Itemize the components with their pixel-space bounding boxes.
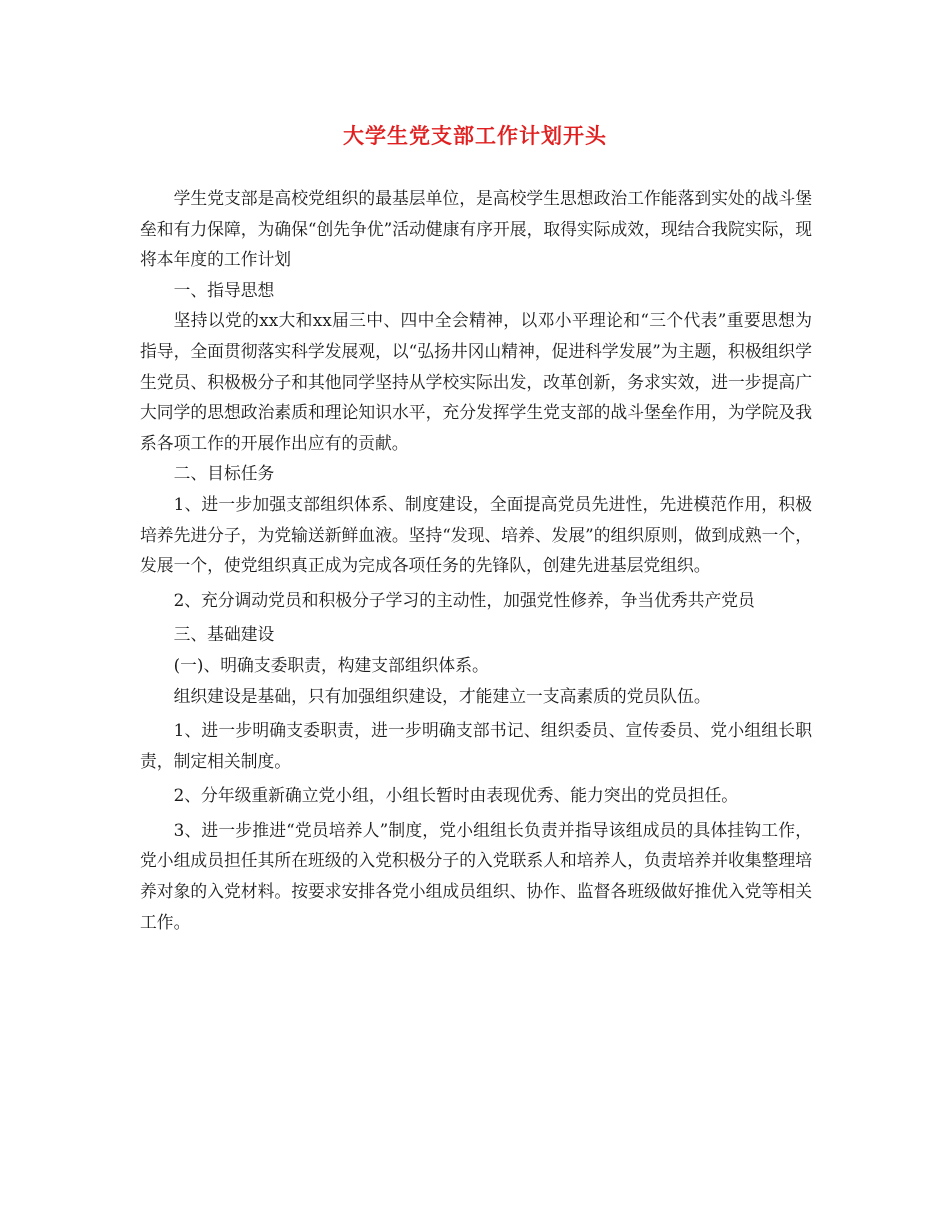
document-title: 大学生党支部工作计划开头 (343, 123, 607, 148)
paragraph-guiding-ideology: 坚持以党的xx大和xx届三中、四中全会精神，以邓小平理论和“三个代表”重要思想为指导，全面贯彻落实科学发展观，以“弘扬井冈山精神，促进科学发展”为主题，积极组织学生党员、积极极分子和其他同学坚持从学校实际出发，改革创新，务求实效，进一步提高广大同学的思想政治素质和理论知识水平，充分发挥学生党支部的战斗堡垒作用，为学院及我系各项工作的开展作出应有的贡献。 (140, 310, 812, 453)
paragraph-goal-1: 1、进一步加强支部组织体系、制度建设，全面提高党员先进性，先进模范作用，积极培养先进分子，为党输送新鲜血液。坚持“发现、培养、发展”的组织原则，做到成熟一个，发展一个，使党组织真正成为完成各项任务的先锋队，创建先进基层党组织。 (140, 493, 812, 576)
heading-guiding-ideology: 一、指导思想 (173, 279, 275, 300)
paragraph-item-2: 2、分年级重新确立党小组，小组长暂时由表现优秀、能力突出的党员担任。 (173, 785, 739, 806)
paragraph-organization-basis: 组织建设是基础，只有加强组织建设，才能建立一支高素质的党员队伍。 (173, 685, 711, 706)
document-body (140, 183, 812, 937)
heading-goals-tasks: 二、目标任务 (173, 463, 275, 484)
paragraph-item-1: 1、进一步明确支委职责，进一步明确支部书记、组织委员、宣传委员、党小组组长职责，制定相关制度。 (140, 720, 812, 771)
paragraph-item-3: 3、进一步推进“党员培养人”制度，党小组组长负责并指导该组成员的具体挂钩工作，党小组成员担任其所在班级的入党积极分子的入党联系人和培养人，负责培养并收集整理培养对象的入党材料。按要求安排各党小组成员组织、协作、监督各班级做好推优入党等相关工作。 (140, 819, 812, 932)
heading-basic-construction: 三、基础建设 (173, 624, 275, 645)
subheading-committee-duties: (一)、明确支委职责，构建支部组织体系。 (173, 654, 489, 675)
paragraph-intro: 学生党支部是高校党组织的最基层单位，是高校学生思想政治工作能落到实处的战斗堡垒和有力保障，为确保“创先争优”活动健康有序开展，取得实际成效，现结合我院实际，现将本年度的工作计划 (140, 188, 812, 270)
paragraph-goal-2: 2、充分调动党员和积极分子学习的主动性，加强党性修养，争当优秀共产党员 (173, 589, 755, 610)
